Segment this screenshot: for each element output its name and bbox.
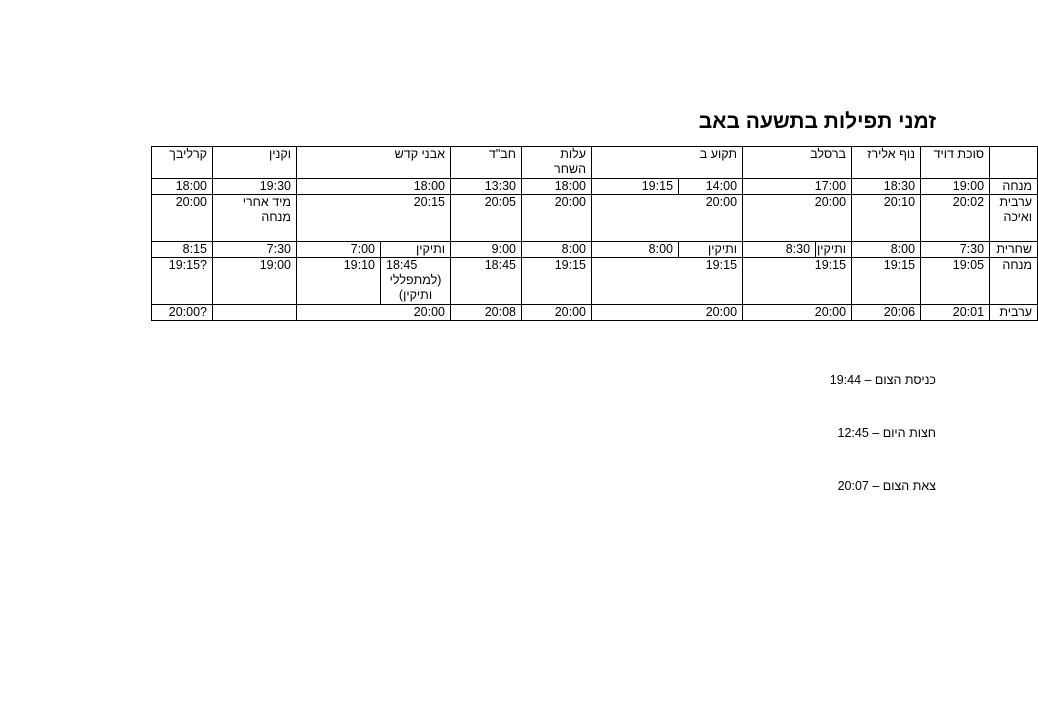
row-label: ערבית ואיכה bbox=[990, 195, 1038, 242]
cell-sukkat-david: 19:05 bbox=[921, 258, 990, 305]
header-alot-hashachar: עלות השחר bbox=[522, 147, 592, 179]
cell-chabad: 20:08 bbox=[451, 305, 522, 321]
header-tekoa-b: תקוע ב bbox=[592, 147, 743, 179]
cell-even-kodesh-2: 19:10 bbox=[297, 258, 381, 305]
cell-breslev-label: ותיקין bbox=[816, 242, 852, 258]
cell-even-kodesh: 20:00 bbox=[297, 305, 451, 321]
cell-vekanin: 7:30 bbox=[213, 242, 297, 258]
row-shacharit bbox=[89, 242, 1038, 258]
cell-karliver: 8:15 bbox=[152, 242, 213, 258]
cell-karliver: ?20:00 bbox=[152, 305, 213, 321]
cell-alot-hashachar: 19:15 bbox=[522, 258, 592, 305]
cell-nof-ariraz: 20:06 bbox=[852, 305, 921, 321]
row-mincha-2 bbox=[89, 258, 1038, 305]
header-nof-ariraz: נוף אלירז bbox=[852, 147, 921, 179]
header-chabad: חב"ד bbox=[451, 147, 522, 179]
fast-start-time: כניסת הצום – 19:44 bbox=[829, 373, 936, 387]
cell-chabad: 13:30 bbox=[451, 179, 522, 195]
cell-nof-ariraz: 20:10 bbox=[852, 195, 921, 242]
corner-cell bbox=[990, 147, 1038, 179]
cell-tekoa-b-1: 14:00 bbox=[679, 179, 743, 195]
fast-end-time: צאת הצום – 20:07 bbox=[837, 479, 936, 493]
row-mincha-1 bbox=[89, 179, 1038, 195]
prayer-times-table bbox=[88, 146, 1038, 321]
row-arvit-2 bbox=[89, 305, 1038, 321]
cell-tekoa-b-label: ותיקין bbox=[679, 242, 743, 258]
cell-tekoa-b: 20:00 bbox=[592, 305, 743, 321]
header-row bbox=[89, 147, 1038, 179]
cell-breslev-time: 8:30 bbox=[743, 242, 816, 258]
row-label: מנחה bbox=[990, 258, 1038, 305]
cell-karliver: 18:00 bbox=[152, 179, 213, 195]
cell-sukkat-david: 20:01 bbox=[921, 305, 990, 321]
cell-nof-ariraz: 8:00 bbox=[852, 242, 921, 258]
even-kodesh-1-note: (למתפללי ותיקין) bbox=[389, 273, 442, 302]
cell-vekanin: מיד אחרי מנחה bbox=[213, 195, 297, 242]
row-arvit-1 bbox=[89, 195, 1038, 242]
cell-nof-ariraz: 18:30 bbox=[852, 179, 921, 195]
cell-tekoa-b-2: 19:15 bbox=[592, 179, 679, 195]
row-label: מנחה bbox=[990, 179, 1038, 195]
header-breslev: ברסלב bbox=[743, 147, 852, 179]
cell-alot-hashachar: 20:00 bbox=[522, 305, 592, 321]
cell-even-kodesh-1 bbox=[381, 258, 451, 305]
cell-tekoa-b-time: 8:00 bbox=[592, 242, 679, 258]
cell-chabad: 20:05 bbox=[451, 195, 522, 242]
cell-vekanin: 19:00 bbox=[213, 258, 297, 305]
cell-alot-hashachar: 8:00 bbox=[522, 242, 592, 258]
cell-breslev: 20:00 bbox=[743, 305, 852, 321]
cell-vekanin bbox=[213, 305, 297, 321]
even-kodesh-1-time: 18:45 bbox=[386, 258, 418, 272]
header-sukkat-david: סוכת דויד bbox=[921, 147, 990, 179]
cell-sukkat-david: 20:02 bbox=[921, 195, 990, 242]
cell-sukkat-david: 7:30 bbox=[921, 242, 990, 258]
cell-breslev: 19:15 bbox=[743, 258, 852, 305]
cell-karliver: 20:00 bbox=[152, 195, 213, 242]
cell-chabad: 9:00 bbox=[451, 242, 522, 258]
cell-vekanin: 19:30 bbox=[213, 179, 297, 195]
header-karliver: קרליבך bbox=[152, 147, 213, 179]
cell-tekoa-b: 20:00 bbox=[592, 195, 743, 242]
cell-even-kodesh: 20:15 bbox=[297, 195, 451, 242]
cell-even-kodesh-label: ותיקין bbox=[381, 242, 451, 258]
cell-breslev: 20:00 bbox=[743, 195, 852, 242]
cell-chabad: 18:45 bbox=[451, 258, 522, 305]
cell-alot-hashachar: 20:00 bbox=[522, 195, 592, 242]
page-title: זמני תפילות בתשעה באב bbox=[698, 110, 936, 133]
cell-breslev: 17:00 bbox=[743, 179, 852, 195]
cell-alot-hashachar: 18:00 bbox=[522, 179, 592, 195]
cell-karliver: ?19:15 bbox=[152, 258, 213, 305]
row-label: ערבית bbox=[990, 305, 1038, 321]
cell-even-kodesh: 18:00 bbox=[297, 179, 451, 195]
midday-time: חצות היום – 12:45 bbox=[837, 426, 936, 440]
row-label: שחרית bbox=[990, 242, 1038, 258]
header-vekanin: וקנין bbox=[213, 147, 297, 179]
cell-tekoa-b: 19:15 bbox=[592, 258, 743, 305]
cell-sukkat-david: 19:00 bbox=[921, 179, 990, 195]
cell-even-kodesh-time: 7:00 bbox=[297, 242, 381, 258]
cell-nof-ariraz: 19:15 bbox=[852, 258, 921, 305]
header-even-kodesh: אבני קדש bbox=[297, 147, 451, 179]
